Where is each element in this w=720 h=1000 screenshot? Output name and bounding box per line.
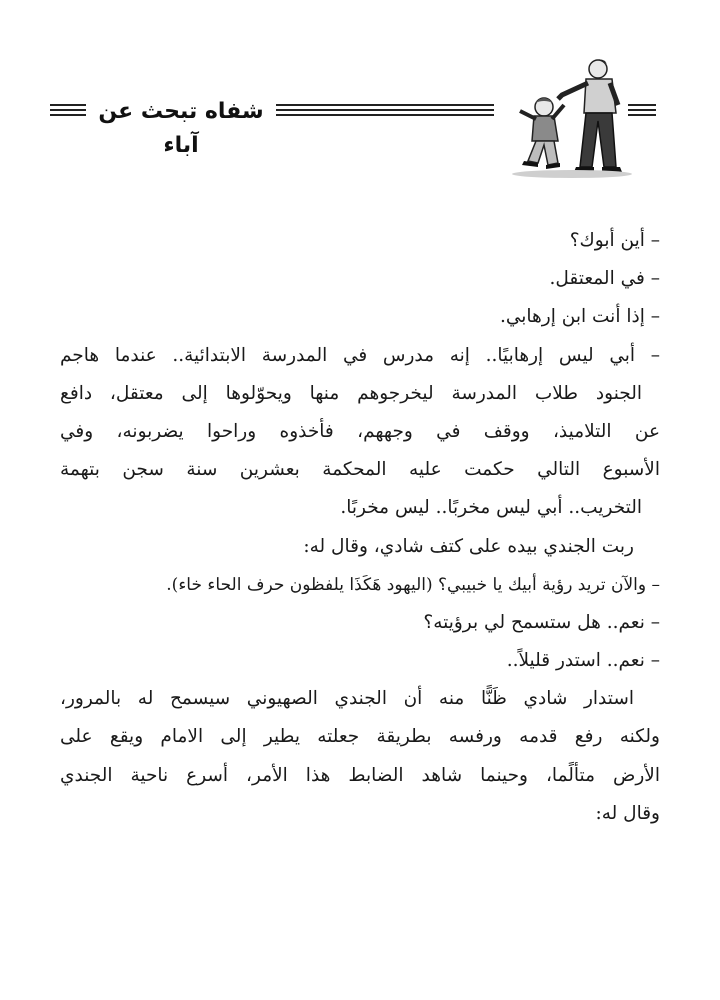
paragraph — [60, 528, 660, 566]
dialogue-line: – إذا أنت ابن إرهابي. — [499, 306, 660, 328]
text-line: الأرض متألًما، وحينما شاهد الضابط هذا الأمر، أسرع ناحية الجندي — [60, 764, 660, 786]
page-body — [60, 222, 660, 833]
dialogue-line: – والآن تريد رؤية أبيك يا خبيبي؟ (اليهود هَكَذَا يلفظون حرف الحاء خاء). — [166, 574, 660, 595]
paragraph — [60, 642, 660, 680]
dialogue-line: – في المعتقل. — [549, 268, 660, 290]
text-line: وقال له: — [595, 802, 660, 824]
paragraph — [60, 298, 660, 336]
paragraph — [60, 680, 660, 833]
dialogue-line: – نعم.. استدر قليلاً.. — [506, 650, 660, 672]
title-rule-left — [50, 104, 86, 118]
dialogue-line: – نعم.. هل ستسمح لي برؤيته؟ — [423, 611, 660, 633]
narration-line: استدار شادي ظَنًّا منه أن الجندي الصهيوني سيسمح له بالمرور، — [60, 688, 634, 710]
text-line: الأسبوع التالي حكمت عليه المحكمة بعشرين سنة سجن بتهمة — [60, 459, 660, 481]
paragraph — [60, 337, 660, 528]
dialogue-line: – أين أبوك؟ — [569, 230, 660, 251]
paragraph — [60, 566, 660, 604]
text-line: التخريب.. أبي ليس مخربًا.. ليس مخربًا. — [340, 497, 642, 519]
text-line: الجنود طلاب المدرسة ليخرجوهم منها ويحوّلوها إلى معتقل، دافع — [60, 382, 642, 404]
paragraph — [60, 604, 660, 642]
text-line: ولكنه رفع قدمه ورفسه بطريقة جعلته يطير إلى الامام ويقع على — [60, 726, 660, 748]
paragraph — [60, 222, 660, 260]
title-rule-right — [276, 104, 494, 118]
paragraph — [60, 260, 660, 298]
text-line: عن التلاميذ، ووقف في وجههم، فأخذوه وراحوا يضربونه، وفي — [60, 420, 660, 442]
narration-line: ربت الجندي بيده على كتف شادي، وقال له: — [303, 535, 634, 557]
father-and-child-illustration-icon — [500, 55, 640, 180]
dialogue-line: – أبي ليس إرهابيًا.. إنه مدرس في المدرسة الابتدائية.. عندما هاجم — [60, 344, 660, 366]
page-title: شفاه تبحث عن آباء — [98, 99, 264, 158]
